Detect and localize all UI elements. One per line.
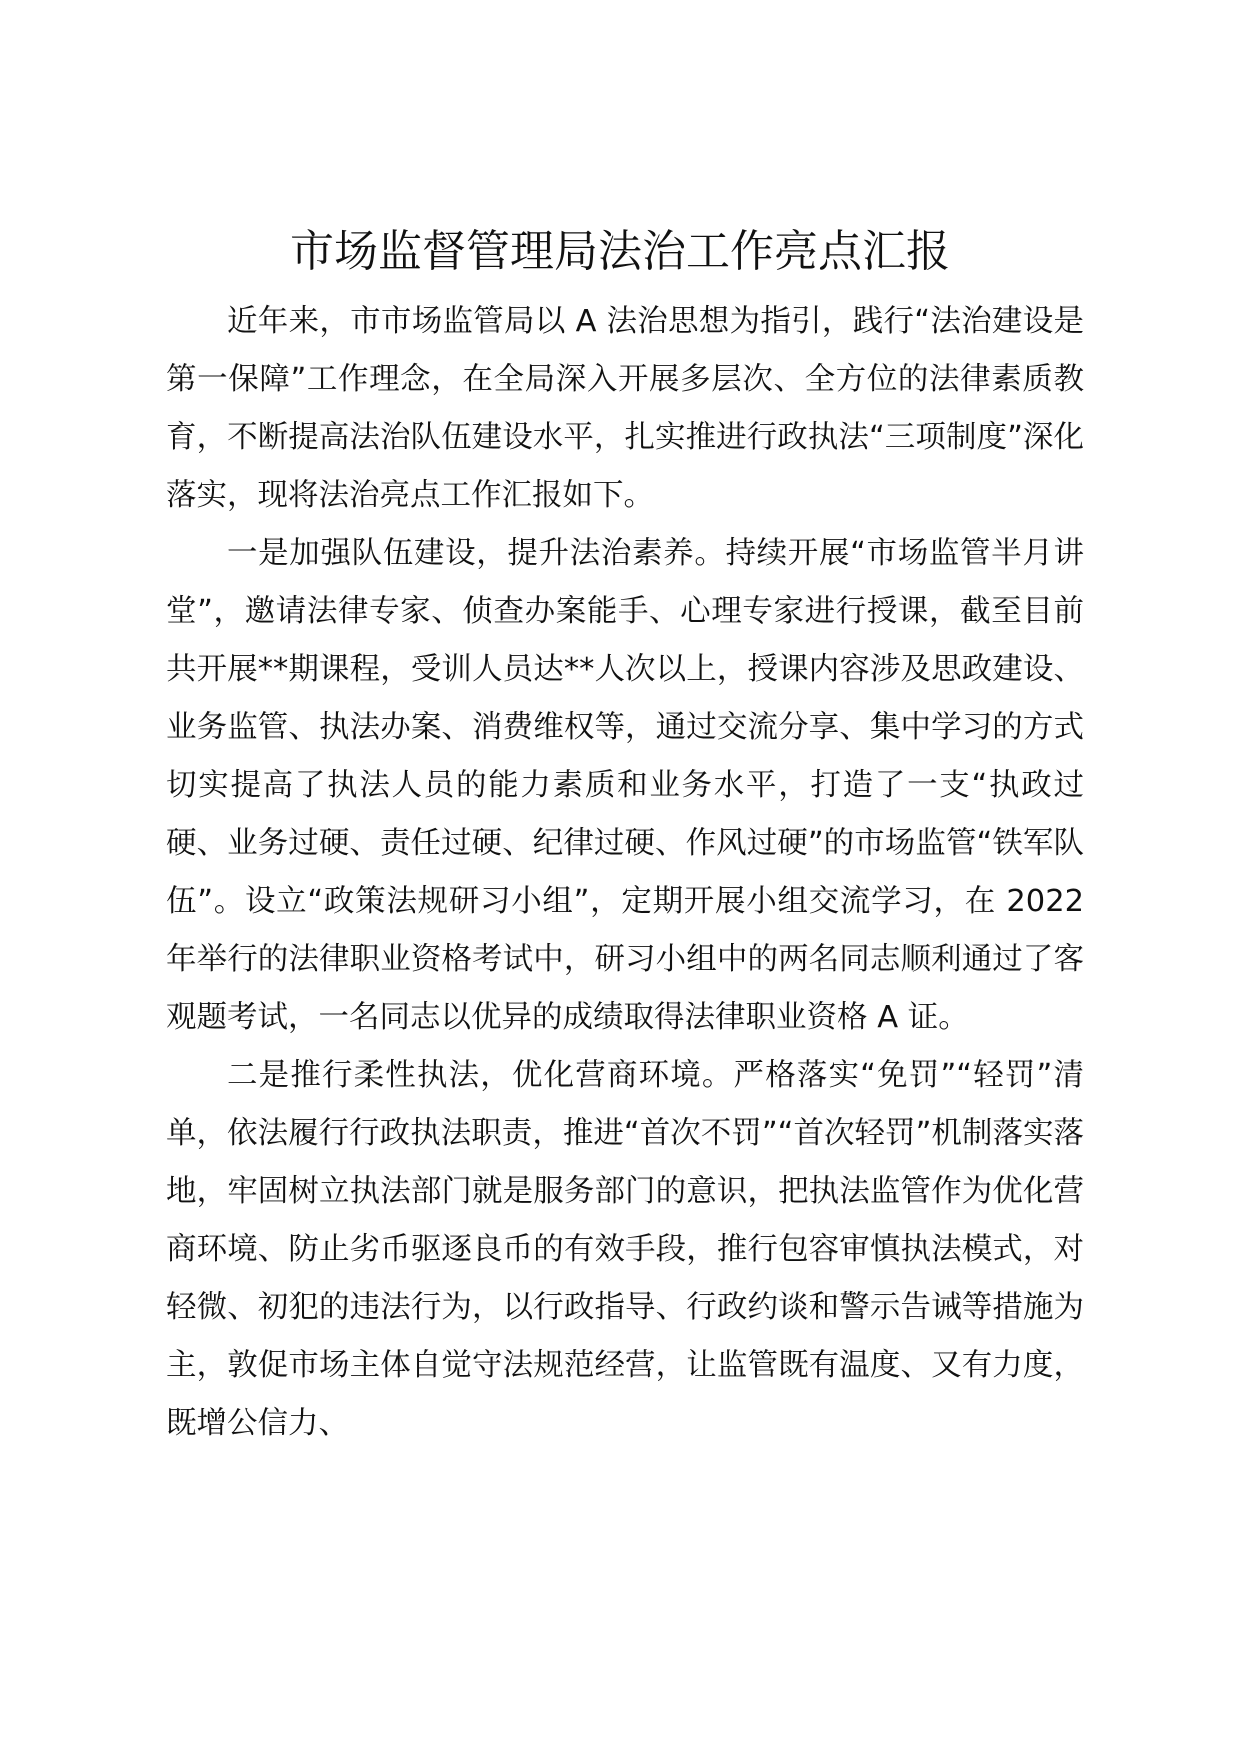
paragraph-intro: 近年来，市市场监管局以 A 法治思想为指引，践行“法治建设是第一保障”工作理念，在全局深入开展多层次、全方位的法律素质教育，不断提高法治队伍建设水平，扎实推进行政执法“三项制度”深化落实，现将法治亮点工作汇报如下。	[166, 304, 1084, 513]
paragraph-flexible-enforcement: 二是推行柔性执法，优化营商环境。严格落实“免罚”“轻罚”清单，依法履行行政执法职责，推进“首次不罚”“首次轻罚”机制落实落地，牢固树立执法部门就是服务部门的意识，把执法监管作为优化营商环境、防止劣币驱逐良币的有效手段，推行包容审慎执法模式，对轻微、初犯的违法行为，以行政指导、行政约谈和警示告诫等措施为主，敦促市场主体自觉守法规范经营，让监管既有温度、又有力度，既增公信力、	[166, 1058, 1084, 1441]
document-body	[166, 293, 1084, 1453]
paragraph-team-building: 一是加强队伍建设，提升法治素养。持续开展“市场监管半月讲堂”，邀请法律专家、侦查办案能手、心理专家进行授课，截至目前共开展**期课程，受训人员达**人次以上，授课内容涉及思政建设、业务监管、执法办案、消费维权等，通过交流分享、集中学习的方式切实提高了执法人员的能力素质和业务水平，打造了一支“执政过硬、业务过硬、责任过硬、纪律过硬、作风过硬”的市场监管“铁军队伍”。设立“政策法规研习小组”，定期开展小组交流学习，在 2022 年举行的法律职业资格考试中，研习小组中的两名同志顺利通过了客观题考试，一名同志以优异的成绩取得法律职业资格 A 证。	[166, 536, 1084, 1035]
document-title: 市场监督管理局法治工作亮点汇报	[290, 226, 950, 277]
